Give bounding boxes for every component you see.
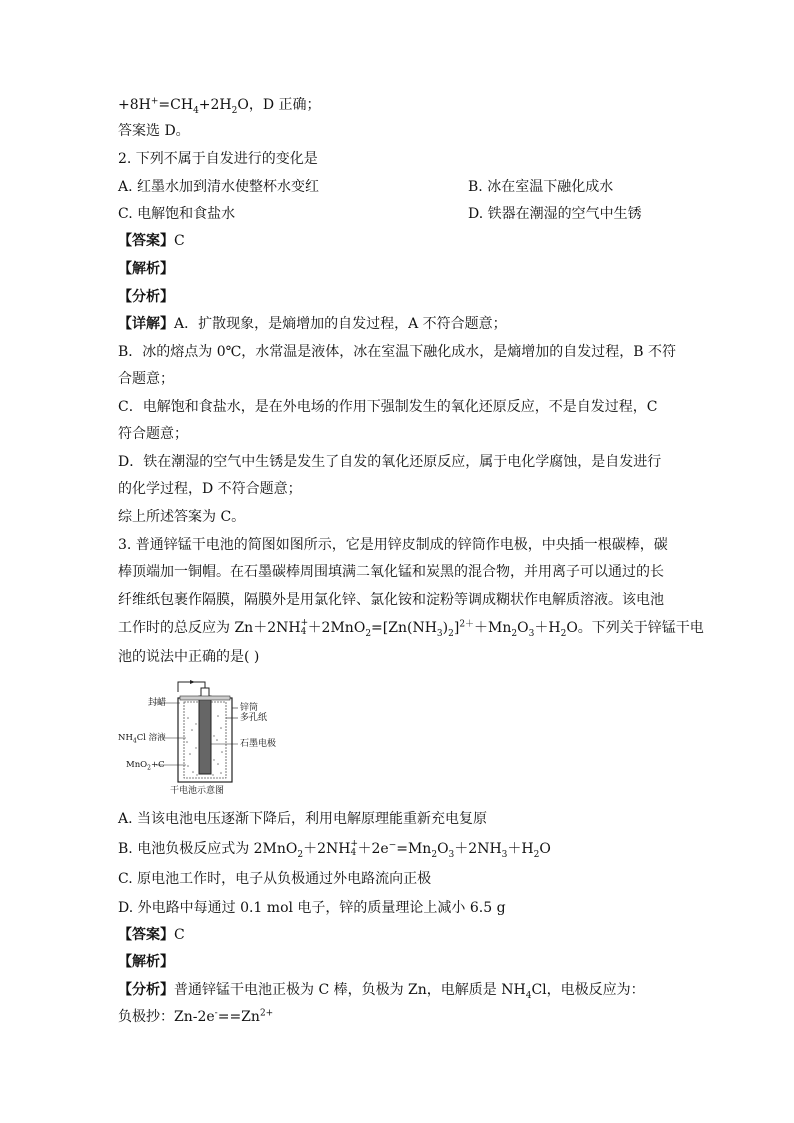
label-mno2: MnO$_2$+C (126, 760, 165, 772)
answer-value: C (174, 927, 185, 943)
label-graphite: 石墨电极 (240, 739, 277, 749)
detail-tag: 【详解】 (118, 316, 174, 332)
q2-answer (118, 232, 185, 250)
graphite-rod (199, 696, 211, 774)
q2-option-c: C. 电解饱和食盐水 (118, 206, 236, 222)
q3-stem-line: 纤维纸包裹作隔膜，隔膜外是用氯化锌、氯化铵和淀粉等调成糊状作电解质溶液。该电池 (118, 592, 664, 608)
answer-line: 答案选 D。 (118, 123, 190, 139)
q3-stem-line: 棒顶端加一铜帽。在石墨碳棒周围填满二氧化锰和炭黑的混合物，并用离子可以通过的长 (118, 564, 664, 580)
q2-analysis-tag: 【解析】 (118, 261, 174, 277)
q2-summary: 综上所述答案为 C。 (118, 509, 246, 525)
q3-option-a: A. 当该电池电压逐渐下降后，利用电解原理能重新充电复原 (118, 811, 488, 827)
q2-detail-line: D．铁在潮湿的空气中生锈是发生了自发的氧化还原反应，属于电化学腐蚀，是自发进行 (118, 454, 662, 470)
q2-option-b: B. 冰在室温下融化成水 (468, 179, 614, 195)
q2-detail-line: C．电解饱和食盐水，是在外电场的作用下强制发生的氧化还原反应，不是自发过程，C (118, 399, 658, 415)
answer-tag: 【答案】 (118, 927, 174, 943)
q2-detail-line: B．冰的熔点为 0℃，水常温是液体，冰在室温下融化成水，是熵增加的自发过程，B 不符 (118, 344, 677, 360)
q2-option-a: A. 红墨水加到清水使整杯水变红 (118, 179, 320, 195)
label-zinc: 锌筒 (240, 703, 259, 713)
q2-detail-line: 符合题意； (118, 426, 188, 442)
q2-stem: 2. 下列不属于自发进行的变化是 (118, 151, 318, 167)
label-nh4cl: $NH_4Cl$ 溶液 (118, 733, 166, 745)
q3-analysis-tag: 【解析】 (118, 954, 174, 970)
q3-answer (118, 926, 185, 944)
q3-option-b: B. 电池负极反应式为 2MnO$_2$＋2NH + 4 $+2e^-=Mn_2O_3+2NH_3+H_2O$ (118, 839, 551, 860)
label-wax: 封蜡 (148, 698, 167, 708)
wax-seal (180, 696, 230, 700)
q2-detail-line: 的化学过程，D 不符合题意； (118, 481, 302, 497)
arrow-icon (190, 680, 195, 684)
fenxi-tag: 【分析】 (118, 982, 174, 998)
label-paper: 多孔纸 (240, 713, 268, 723)
q2-detail-line: 【详解】A．扩散现象，是熵增加的自发过程，A 不符合题意； (118, 316, 507, 332)
q2-option-d: D. 铁器在潮湿的空气中生锈 (468, 206, 642, 222)
q3-reaction-line: 工作时的总反应为 Zn＋2NH + 4 $+2MnO_2=[Zn(NH_3)_2]^{2+}+Mn_2O_3+H_2O$。下列关于锌锰干电 (118, 618, 704, 639)
figure-caption: 干电池示意图 (170, 786, 225, 796)
q3-option-c: C. 原电池工作时，电子从负极通过外电路流向正极 (118, 871, 432, 887)
copper-cap (201, 688, 209, 697)
equation-line: $+8H^+=CH_4+2H_2O$，D 正确； (118, 96, 321, 116)
q3-electrode-line: 负极抄：$Zn-2e^-==Zn^{2+}$ (118, 1008, 274, 1025)
q3-fenxi-line: 【分析】普通锌锰干电池正极为 C 棒，负极为 Zn，电解质是 $NH_4Cl$，电极反应为： (118, 982, 645, 1001)
q3-stem-line: 3. 普通锌锰干电池的简图如图所示，它是用锌皮制成的锌筒作电极，中央插一根碳棒，碳 (118, 537, 668, 553)
q3-stem-line: 池的说法中正确的是( ) (118, 649, 260, 665)
answer-tag: 【答案】 (118, 233, 174, 249)
q3-option-d: D. 外电路中每通过 0.1 mol 电子，锌的质量理论上减小 6.5 g (118, 900, 506, 916)
q2-fenxi-tag: 【分析】 (118, 289, 174, 305)
dry-cell-figure (118, 678, 288, 800)
q2-detail-line: 合题意； (118, 371, 174, 387)
answer-value: C (174, 233, 185, 249)
